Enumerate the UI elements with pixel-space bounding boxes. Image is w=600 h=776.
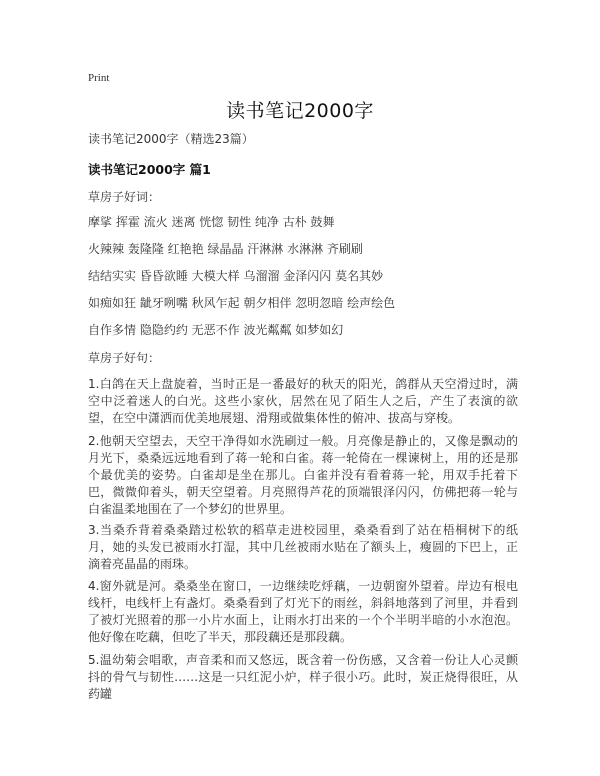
paragraph: 1.白鸽在天上盘旋着，当时正是一番最好的秋天的阳光，鸽群从天空滑过时，满空中泛着迷人的白光。这些小家伙，居然在见了陌生人之后，产生了表演的欲望，在空中潇洒而优美地展翅、滑翔或做集体性的俯冲、拔高与穿梭。 <box>88 377 518 425</box>
paragraph: 5.温幼菊会唱歌，声音柔和而又悠远，既含着一份伤感，又含着一份让人心灵颤抖的骨气与韧性……这是一只红泥小炉，样子很小巧。此时，炭正烧得很旺，从药罐 <box>88 653 518 701</box>
good-sentences-label: 草房子好句： <box>88 351 161 365</box>
paragraph: 2.他朝天空望去，天空干净得如水洗刷过一般。月亮像是静止的，又像是飘动的月光下，桑桑远远地看到了蒋一轮和白雀。蒋一轮倚在一棵谏树上，用的还是那个最优美的姿势。白雀却是坐在那儿。白雀并没有看着蒋一轮，用双手托着下巴，微微仰着头，朝天空望着。月亮照得芦花的顶端银泽闪闪，仿佛把蒋一轮与白雀温柔地围在了一个梦幻的世界里。 <box>88 434 518 516</box>
document-subtitle: 读书笔记2000字（精选23篇） <box>88 132 254 146</box>
word-line: 结结实实 昏昏欲睡 大模大样 乌溜溜 金泽闪闪 莫名其妙 <box>88 269 384 283</box>
word-line: 火辣辣 轰隆隆 红艳艳 绿晶晶 汗淋淋 水淋淋 齐刷刷 <box>88 242 363 256</box>
word-line: 摩挲 挥霍 流火 迷离 恍惚 韧性 纯净 古朴 鼓舞 <box>88 215 335 229</box>
section-heading: 读书笔记2000字 篇1 <box>88 162 211 177</box>
print-label: Print <box>88 72 110 84</box>
good-words-label: 草房子好词： <box>88 190 161 204</box>
paragraph: 4.窗外就是河。桑桑坐在窗口，一边继续吃烀藕，一边朝窗外望着。岸边有根电线杆，电线杆上有盏灯。桑桑看到了灯光下的雨丝，斜斜地落到了河里，并看到了被灯光照着的那一小片水面上，让雨水打出来的一个个半明半暗的小水泡泡。他好像在吃藕，但吃了半天，那段藕还是那段藕。 <box>88 579 518 644</box>
word-line: 如痴如狂 龇牙咧嘴 秋风乍起 朝夕相伴 忽明忽暗 绘声绘色 <box>88 296 396 310</box>
page-title: 读书笔记2000字 <box>226 100 374 122</box>
paragraph: 3.当桑乔背着桑桑踏过松软的稻草走进校园里，桑桑看到了站在梧桐树下的纸月，她的头发已被雨水打湿，其中几丝被雨水贴在了额头上，瘦圆的下巴上，正滴着亮晶晶的雨珠。 <box>88 523 518 571</box>
word-line: 自作多情 隐隐约约 无恶不作 波光粼粼 如梦如幻 <box>88 323 344 337</box>
